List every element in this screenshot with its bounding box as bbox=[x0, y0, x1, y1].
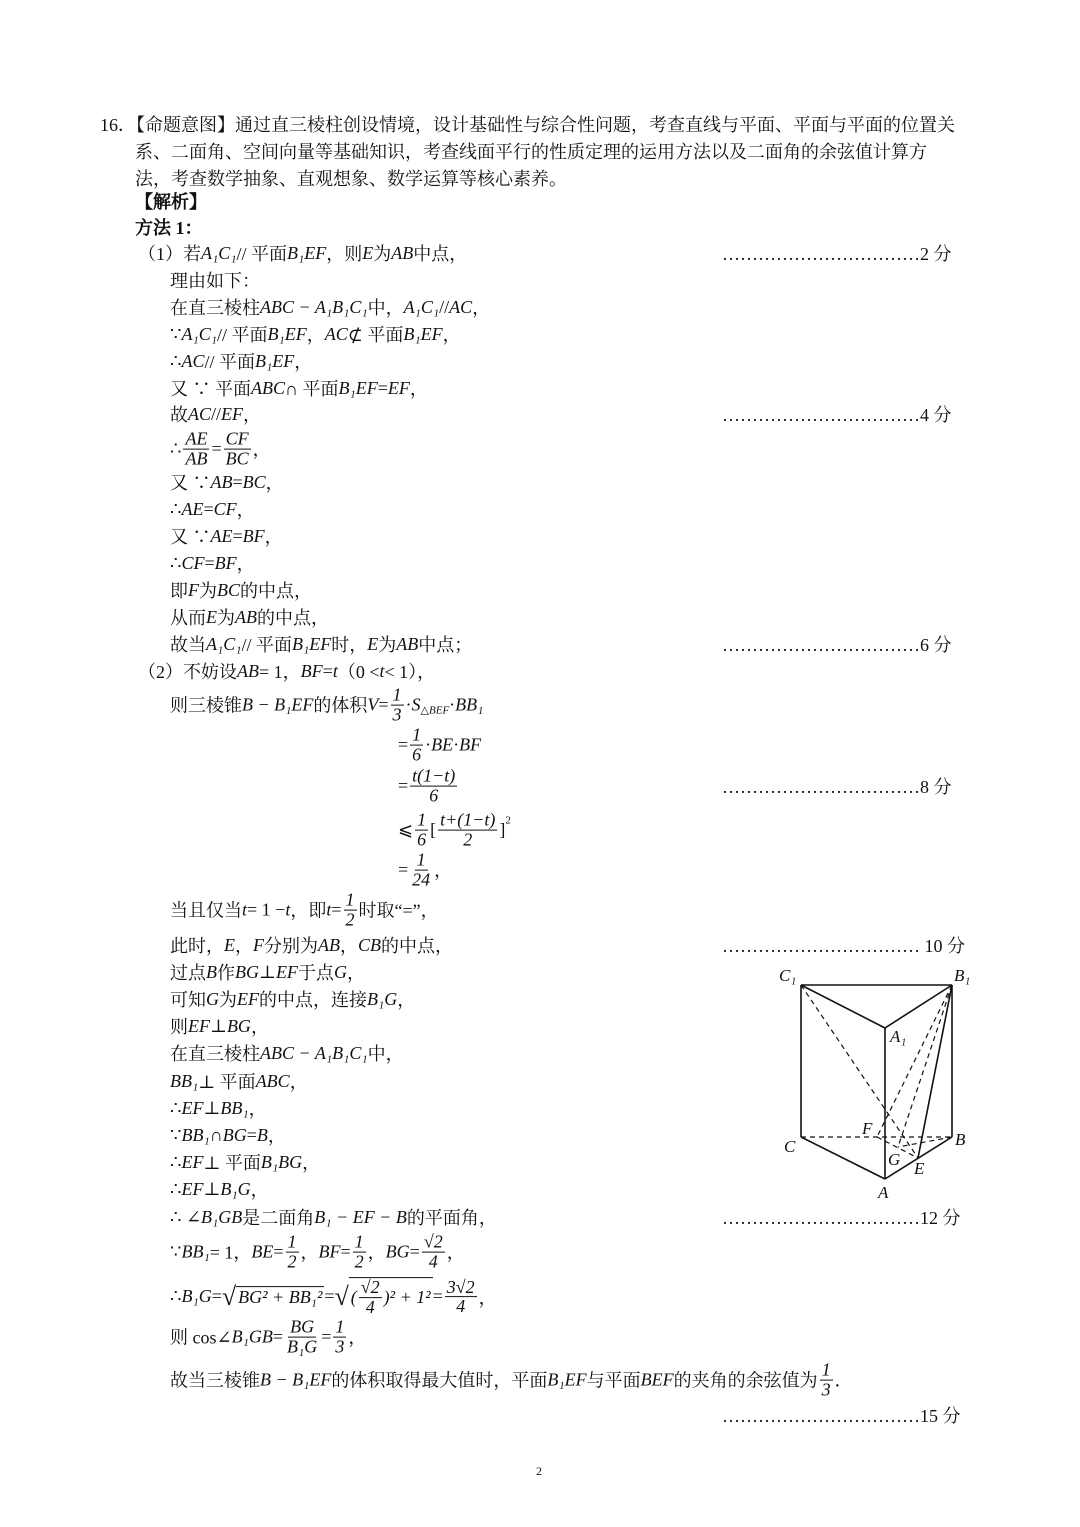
math-expression: EF bbox=[188, 1015, 210, 1036]
fraction-numerator: √2 bbox=[360, 1277, 380, 1298]
math-expression: t bbox=[379, 660, 385, 681]
text-run: = bbox=[273, 1241, 284, 1262]
math-expression: BB₁ bbox=[220, 1097, 249, 1118]
text-run: ∩ bbox=[209, 1124, 223, 1145]
text-run: ， bbox=[235, 936, 253, 956]
fraction-denominator: 4 bbox=[365, 1297, 375, 1317]
score-marker: ……………………………15 分 bbox=[722, 1406, 961, 1426]
text-run: ，则 bbox=[326, 244, 363, 264]
fraction-numerator: 1 bbox=[287, 1231, 297, 1252]
text-run: ， bbox=[340, 936, 358, 956]
math-expression: BC bbox=[242, 471, 266, 492]
radical-sign: √ bbox=[334, 1282, 349, 1311]
text-run: = bbox=[203, 498, 214, 519]
math-expression: G bbox=[333, 961, 347, 982]
math-expression: BG bbox=[235, 961, 259, 982]
text-run: 作 bbox=[217, 963, 235, 983]
fraction-numerator: 1 bbox=[821, 1359, 831, 1380]
text-run: ， bbox=[472, 298, 491, 318]
text-run: （2）不妨设 bbox=[138, 662, 237, 682]
label-a1: A₁ bbox=[890, 1027, 907, 1046]
text-run: 的平面角， bbox=[406, 1208, 497, 1228]
math-expression: CF bbox=[181, 552, 205, 573]
math-expression: B₁EF bbox=[267, 323, 307, 344]
math-expression: EF bbox=[387, 377, 410, 398]
text-run: = bbox=[232, 525, 243, 546]
text-run: 为 bbox=[217, 608, 235, 628]
page-number: 2 bbox=[536, 1464, 542, 1478]
text-run: ∴ ∠ bbox=[170, 1206, 202, 1227]
text-run: ⊥ bbox=[259, 961, 276, 982]
math-expression: AC bbox=[324, 323, 348, 344]
fraction-numerator: 1 bbox=[354, 1231, 364, 1252]
label-c1: C₁ bbox=[779, 966, 797, 985]
text-run: = bbox=[432, 1286, 443, 1307]
math-expression: t bbox=[326, 899, 332, 920]
fraction-numerator: 1 bbox=[392, 684, 402, 705]
math-expression: BB₁ bbox=[455, 694, 484, 715]
text-run: = bbox=[232, 471, 243, 492]
text-run: 时， bbox=[331, 635, 368, 655]
text-run: 的体积取得最大值时，平面 bbox=[331, 1371, 548, 1391]
math-expression: B₁BG bbox=[260, 1151, 303, 1172]
text-run: ⊥ bbox=[203, 1097, 221, 1118]
text-run: ∵ bbox=[170, 323, 182, 344]
text-run: = bbox=[324, 1286, 335, 1307]
fraction-denominator: BC bbox=[225, 448, 249, 469]
text-run: 的夹角的余弦值为 bbox=[673, 1371, 818, 1391]
math-expression: CF bbox=[213, 498, 237, 519]
math-expression: AC bbox=[188, 403, 212, 424]
math-expression: AB bbox=[396, 633, 419, 654]
text-run: 16．【命题意图】通过直三棱柱创设情境，设计基础性与综合性问题，考查直线与平面、平面与平面的位置关 bbox=[100, 115, 955, 135]
edge-c-a bbox=[801, 1137, 885, 1179]
math-expression: BF bbox=[214, 552, 237, 573]
math-expression: EF bbox=[275, 961, 298, 982]
math-expression: t bbox=[285, 899, 291, 920]
math-expression: A₁C₁ bbox=[201, 242, 237, 263]
text-run: （0 < bbox=[337, 662, 380, 682]
label-g: G bbox=[888, 1150, 901, 1169]
text-run: 在直三棱柱 bbox=[170, 1044, 260, 1064]
superscript: 2 bbox=[505, 815, 511, 827]
text-run: ∴ bbox=[170, 1178, 182, 1199]
text-run: 故 bbox=[170, 405, 188, 425]
text-run: = bbox=[331, 899, 342, 920]
fraction-denominator: 3 bbox=[821, 1379, 831, 1400]
text-run: < 1）， bbox=[384, 662, 436, 682]
math-expression: A₁C₁ bbox=[206, 633, 242, 654]
text-run: ⩽ bbox=[398, 819, 414, 840]
text-run: 则三棱锥 bbox=[170, 696, 242, 716]
text-run: ， bbox=[250, 1017, 269, 1037]
math-expression: A₁C₁ bbox=[403, 296, 440, 317]
math-expression: E bbox=[206, 606, 217, 627]
label-f: F bbox=[862, 1119, 873, 1138]
text-run: = bbox=[246, 1124, 257, 1145]
math-expression: t bbox=[332, 660, 338, 681]
text-run: = bbox=[211, 438, 222, 459]
math-expression: G bbox=[206, 988, 219, 1009]
text-run: 此时， bbox=[170, 936, 224, 956]
text-run: 于点 bbox=[297, 963, 334, 983]
text-run: // 平面 bbox=[204, 352, 255, 372]
text-run: ， bbox=[250, 1180, 269, 1200]
text-run: // 平面 bbox=[236, 244, 288, 264]
text-run: 的中点， bbox=[381, 936, 454, 956]
text-run: ∵ bbox=[170, 1124, 182, 1145]
math-expression: B₁EF bbox=[547, 1369, 587, 1390]
text-run: = bbox=[321, 1326, 332, 1347]
text-run: ， bbox=[346, 963, 365, 983]
score-marker: ……………………………8 分 bbox=[722, 777, 952, 797]
math-expression: BB₁ bbox=[181, 1241, 210, 1262]
fraction-denominator: AB bbox=[185, 448, 208, 469]
math-expression: F bbox=[253, 934, 264, 955]
text-run: 为 bbox=[219, 990, 237, 1010]
math-expression: BF bbox=[459, 734, 482, 755]
text-run: = bbox=[322, 660, 333, 681]
text-run: ∴ bbox=[170, 1097, 182, 1118]
section-heading: 【解析】 bbox=[135, 192, 207, 212]
score-marker: ……………………………2 分 bbox=[722, 244, 952, 264]
text-run: = bbox=[378, 694, 389, 715]
math-expression: BG bbox=[226, 1015, 251, 1036]
fraction-numerator: 3√2 bbox=[446, 1276, 475, 1297]
math-expression: B₁EF bbox=[254, 350, 295, 371]
math-expression: CB bbox=[358, 934, 382, 955]
text-run: = bbox=[340, 1241, 351, 1262]
text-run: = bbox=[398, 859, 409, 880]
text-run: = bbox=[409, 1241, 420, 1262]
math-expression: BE bbox=[431, 734, 454, 755]
text-run: ∵ bbox=[170, 1241, 182, 1262]
math-expression: AE bbox=[181, 498, 204, 519]
math-expression: B − B₁EF bbox=[242, 694, 314, 715]
math-expression: F bbox=[188, 579, 199, 600]
text-run: = bbox=[398, 775, 409, 796]
text-run: ， bbox=[264, 527, 283, 547]
score-marker: ……………………………4 分 bbox=[722, 405, 952, 425]
fraction-denominator: 2 bbox=[354, 1251, 364, 1272]
text-run: ， bbox=[248, 1099, 267, 1119]
text-run: ， bbox=[478, 1288, 497, 1308]
math-expression: BG² + BB₁² bbox=[238, 1287, 323, 1307]
math-expression: AC bbox=[181, 350, 205, 371]
text-run: ， bbox=[434, 861, 453, 881]
text-run: ] bbox=[499, 819, 506, 840]
text-run: ∴ bbox=[170, 350, 182, 371]
text-run: = 1， bbox=[209, 1243, 252, 1263]
text-run: 中点； bbox=[418, 635, 473, 655]
text-run: 的体积 bbox=[313, 696, 368, 716]
fraction-numerator: 1 bbox=[417, 809, 427, 830]
fraction-denominator: 3 bbox=[392, 704, 402, 725]
text-run: · bbox=[405, 694, 412, 715]
fraction-denominator: 4 bbox=[428, 1251, 438, 1272]
text-run: ∴ bbox=[170, 498, 182, 519]
fraction-denominator: 2 bbox=[463, 829, 473, 850]
text-run: 又 ∵ bbox=[170, 527, 211, 547]
text-run: ∩ 平面 bbox=[285, 379, 339, 399]
math-expression: BG bbox=[222, 1124, 247, 1145]
score-marker: ……………………………6 分 bbox=[722, 635, 952, 655]
math-expression: AC bbox=[449, 296, 473, 317]
math-expression: AB bbox=[235, 606, 257, 627]
math-expression: t bbox=[242, 899, 248, 920]
text-run: 为 bbox=[373, 244, 392, 264]
text-run: ， bbox=[300, 1243, 319, 1263]
fraction-denominator: B₁G bbox=[286, 1336, 318, 1357]
text-run: ， bbox=[265, 473, 284, 493]
text-run: ， bbox=[236, 500, 255, 520]
text-run: = 1， bbox=[259, 662, 301, 682]
text-run: 与平面 bbox=[586, 1371, 641, 1391]
edge-c1-a1 bbox=[801, 985, 885, 1028]
fraction-numerator: BG bbox=[290, 1316, 315, 1337]
text-run: ， bbox=[446, 1243, 465, 1263]
text-run: 中点， bbox=[413, 244, 468, 264]
fraction-numerator: t(1−t) bbox=[412, 765, 456, 786]
math-expression: BEF bbox=[640, 1369, 674, 1390]
text-run: // bbox=[211, 403, 222, 424]
fraction-numerator: 1 bbox=[412, 724, 422, 745]
score-marker: ……………………………12 分 bbox=[722, 1208, 961, 1228]
math-expression: A₁C₁ bbox=[181, 323, 217, 344]
text-run: 在直三棱柱 bbox=[170, 298, 260, 318]
text-run: ∴ bbox=[170, 552, 182, 573]
text-run: )² + 1² bbox=[383, 1287, 431, 1307]
text-run: = bbox=[211, 1286, 222, 1307]
math-expression: EF bbox=[181, 1097, 204, 1118]
fraction-denominator: 24 bbox=[412, 869, 431, 890]
dashed-b1-f bbox=[877, 985, 952, 1137]
fraction-denominator: 6 bbox=[412, 744, 422, 765]
text-run: 过点 bbox=[170, 963, 206, 983]
text-run: 是二面角 bbox=[242, 1208, 315, 1228]
math-expression: B₁ − EF − B bbox=[314, 1206, 407, 1227]
text-run: 故当三棱锥 bbox=[170, 1371, 260, 1391]
math-expression: BF bbox=[242, 525, 265, 546]
math-expression: B₁G bbox=[367, 988, 398, 1009]
label-b: B bbox=[955, 1130, 966, 1149]
math-expression: EF bbox=[181, 1151, 204, 1172]
text-run: ⊥ 平面 bbox=[203, 1153, 261, 1173]
math-expression: BC bbox=[217, 579, 241, 600]
text-run: // bbox=[439, 296, 450, 317]
dashed-c1-e bbox=[801, 985, 918, 1158]
text-run: ， bbox=[252, 440, 271, 460]
math-expression: AE bbox=[210, 525, 233, 546]
math-expression: B₁EF bbox=[403, 323, 443, 344]
text-run: · bbox=[449, 694, 456, 715]
text-run: ， bbox=[243, 405, 262, 425]
text-run: // 平面 bbox=[216, 325, 268, 345]
fraction-denominator: 2 bbox=[287, 1251, 297, 1272]
text-run: 可知 bbox=[170, 990, 206, 1010]
math-expression: BF bbox=[300, 660, 323, 681]
fraction-denominator: 4 bbox=[456, 1296, 466, 1317]
text-run: 系、二面角、空间向量等基础知识，考查线面平行的性质定理的运用方法以及二面角的余弦值计算方 bbox=[135, 142, 927, 162]
math-expression: E bbox=[224, 934, 235, 955]
math-expression: BG bbox=[385, 1241, 410, 1262]
math-expression: B bbox=[256, 1124, 268, 1145]
math-expression: EF bbox=[237, 988, 259, 1009]
label-b1: B₁ bbox=[954, 966, 971, 985]
math-expression: ABC bbox=[251, 377, 285, 398]
text-run: ∴ bbox=[170, 1151, 182, 1172]
text-run: ， bbox=[289, 1072, 308, 1092]
math-expression: BE bbox=[251, 1241, 274, 1262]
math-expression: ABC − A₁B₁C₁ bbox=[260, 1042, 368, 1063]
math-expression: B₁G bbox=[181, 1286, 212, 1307]
text-run: （1）若 bbox=[138, 244, 201, 264]
text-run: 即 bbox=[170, 581, 188, 601]
fraction-numerator: AE bbox=[185, 428, 208, 449]
label-a: A bbox=[878, 1183, 889, 1202]
math-expression: B₁EF bbox=[338, 377, 378, 398]
fraction-numerator: 1 bbox=[416, 849, 426, 870]
text-run: 则 bbox=[170, 1017, 188, 1037]
radical-sign: √ bbox=[221, 1282, 237, 1311]
text-run: 时取“=”， bbox=[358, 901, 439, 921]
math-expression: E bbox=[362, 242, 374, 263]
text-run: = bbox=[398, 734, 409, 755]
math-expression: AB bbox=[237, 660, 259, 681]
text-run: 的中点， bbox=[257, 608, 329, 628]
text-run: 从而 bbox=[170, 608, 206, 628]
text-run: ， bbox=[236, 554, 255, 574]
text-run: = bbox=[204, 552, 215, 573]
text-run: 为 bbox=[378, 635, 397, 655]
fraction-denominator: 6 bbox=[429, 785, 439, 806]
fraction-denominator: 6 bbox=[417, 829, 427, 850]
fraction-numerator: t+(1−t) bbox=[440, 809, 496, 830]
text-run: ⊥ 平面 bbox=[198, 1072, 256, 1092]
math-expression: E bbox=[367, 633, 379, 654]
subscript: △BEF bbox=[420, 704, 450, 717]
math-expression: BB₁ bbox=[181, 1124, 210, 1145]
math-expression: ABC bbox=[255, 1070, 290, 1091]
text-run: · bbox=[453, 734, 460, 755]
text-run: ，即 bbox=[290, 901, 327, 921]
text-run: ， bbox=[442, 325, 461, 345]
math-expression: BF bbox=[318, 1241, 341, 1262]
section-heading: 方法 1： bbox=[135, 218, 203, 238]
math-expression: AB bbox=[391, 242, 414, 263]
text-run: ， bbox=[367, 1243, 386, 1263]
text-run: 又 ∵ 平面 bbox=[170, 379, 251, 399]
text-run: ． bbox=[834, 1371, 853, 1391]
text-run: ， bbox=[267, 1126, 286, 1146]
text-run: ， bbox=[409, 379, 428, 399]
text-run: 理由如下： bbox=[170, 271, 260, 291]
text-run: 则 cos∠ bbox=[170, 1328, 232, 1348]
text-run: 为 bbox=[199, 581, 217, 601]
math-expression: B₁G bbox=[220, 1178, 251, 1199]
text-run: 中， bbox=[367, 298, 404, 318]
text-run: ⊥ bbox=[203, 1178, 221, 1199]
math-expression: EF bbox=[181, 1178, 204, 1199]
text-run: ， bbox=[306, 325, 325, 345]
math-expression: EF bbox=[221, 403, 244, 424]
text-run: 又 ∵ bbox=[170, 473, 211, 493]
math-expression: S bbox=[411, 694, 421, 715]
text-run: ⊄ 平面 bbox=[347, 325, 404, 345]
text-run: ， bbox=[294, 352, 313, 372]
edge-a1-b1 bbox=[885, 985, 952, 1028]
text-run: 的中点，连接 bbox=[259, 990, 367, 1010]
text-run: ∴ bbox=[170, 1286, 182, 1307]
text-run: ， bbox=[397, 990, 416, 1010]
label-c: C bbox=[784, 1137, 796, 1156]
math-expression: B − B₁EF bbox=[260, 1369, 332, 1390]
text-run: · bbox=[425, 734, 432, 755]
math-expression: B₁EF bbox=[292, 633, 332, 654]
text-run: [ bbox=[430, 819, 437, 840]
text-run: 中， bbox=[367, 1044, 404, 1064]
math-expression: B₁EF bbox=[287, 242, 327, 263]
text-run: 的中点， bbox=[240, 581, 313, 601]
score-marker: …………………………… 10 分 bbox=[722, 936, 965, 956]
math-expression: AB bbox=[318, 934, 340, 955]
text-run: ， bbox=[348, 1328, 367, 1348]
math-expression: AB bbox=[210, 471, 233, 492]
math-expression: B₁GB bbox=[231, 1326, 273, 1347]
math-expression: V bbox=[367, 694, 379, 715]
text-run: = 1 − bbox=[247, 899, 286, 920]
text-run: 故当 bbox=[170, 635, 206, 655]
math-expression: ABC − A₁B₁C₁ bbox=[260, 296, 368, 317]
text-run: 分别为 bbox=[264, 936, 318, 956]
math-expression: BB₁ bbox=[170, 1070, 199, 1091]
fraction-numerator: 1 bbox=[335, 1316, 345, 1337]
fraction-denominator: 2 bbox=[345, 909, 355, 930]
fraction-numerator: √2 bbox=[423, 1231, 443, 1252]
text-run: ， bbox=[302, 1153, 321, 1173]
fraction-denominator: 3 bbox=[335, 1336, 345, 1357]
text-run: = bbox=[272, 1326, 283, 1347]
fraction-numerator: 1 bbox=[345, 889, 355, 910]
text-run: 法，考查数学抽象、直观想象、数学运算等核心素养。 bbox=[135, 169, 567, 189]
text-run: = bbox=[377, 377, 388, 398]
text-run: // 平面 bbox=[241, 635, 293, 655]
text-run: ∴ bbox=[170, 438, 182, 459]
text-run: 当且仅当 bbox=[170, 901, 242, 921]
fraction-numerator: CF bbox=[225, 428, 249, 449]
text-run: ⊥ bbox=[210, 1015, 227, 1036]
text-run: ( bbox=[350, 1287, 357, 1307]
label-e: E bbox=[914, 1159, 925, 1178]
math-expression: B₁GB bbox=[201, 1206, 243, 1227]
math-expression: B bbox=[206, 961, 217, 982]
